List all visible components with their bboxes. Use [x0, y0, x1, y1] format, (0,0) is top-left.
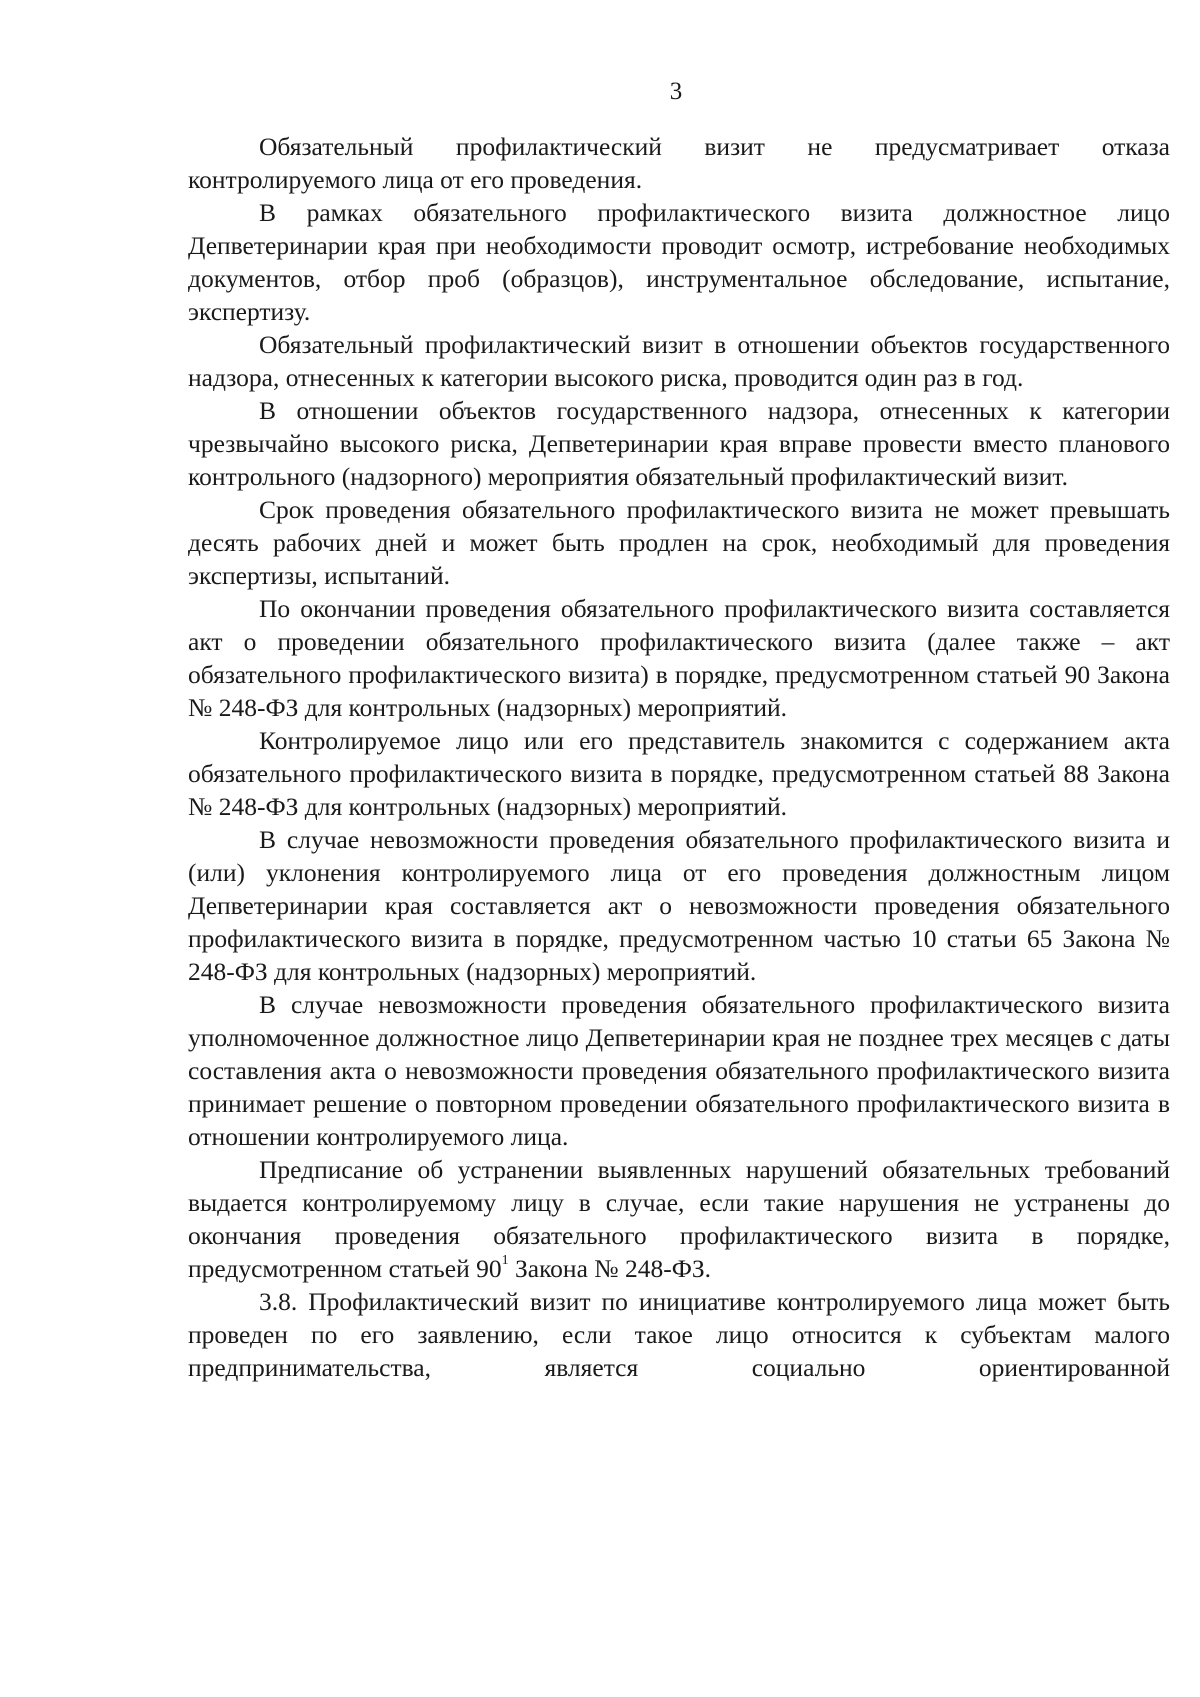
- document-body: [188, 130, 1170, 1384]
- paragraph-with-superscript: [188, 1153, 1170, 1285]
- paragraph: Срок проведения обязательного профилактического визита не может превышать десять рабочих дней и может быть продлен на срок, необходимый для проведения экспертизы, испытаний.: [188, 495, 1170, 590]
- paragraph: В случае невозможности проведения обязательного профилактического визита и (или) уклонения контролируемого лица от его проведения должностным лицом Депветеринарии края составляется акт о невозможности проведения обязательного профилактического визита в порядке, предусмотренном частью 10 статьи 65 Закона № 248-ФЗ для контрольных (надзорных) мероприятий.: [188, 825, 1170, 986]
- paragraph: В отношении объектов государственного надзора, отнесенных к категории чрезвычайно высокого риска, Депветеринарии края вправе провести вместо планового контрольного (надзорного) мероприятия обязательный профилактический визит.: [188, 396, 1170, 491]
- page-number: 3: [669, 78, 683, 105]
- paragraph: В случае невозможности проведения обязательного профилактического визита уполномоченное должностное лицо Депветеринарии края не позднее трех месяцев с даты составления акта о невозможности проведения обязательного профилактического визита принимает решение о повторном проведении обязательного профилактического визита в отношении контролируемого лица.: [188, 990, 1170, 1151]
- paragraph: В рамках обязательного профилактического визита должностное лицо Депветеринарии края при необходимости проводит осмотр, истребование необходимых документов, отбор проб (образцов), инструментальное обследование, испытание, экспертизу.: [188, 198, 1170, 326]
- paragraph: Обязательный профилактический визит не предусматривает отказа контролируемого лица от его проведения.: [188, 132, 1170, 194]
- paragraph: По окончании проведения обязательного профилактического визита составляется акт о проведении обязательного профилактического визита (далее также – акт обязательного профилактического визита) в порядке, предусмотренном статьей 90 Закона № 248-ФЗ для контрольных (надзорных) мероприятий.: [188, 594, 1170, 722]
- paragraph: Контролируемое лицо или его представитель знакомится с содержанием акта обязательного профилактического визита в порядке, предусмотренном статьей 88 Закона № 248-ФЗ для контрольных (надзорных) мероприятий.: [188, 726, 1170, 821]
- paragraph: Обязательный профилактический визит в отношении объектов государственного надзора, отнесенных к категории высокого риска, проводится один раз в год.: [188, 330, 1170, 392]
- paragraph-text: Предписание об устранении выявленных нарушений обязательных требований выдается контролируемому лицу в случае, если такие нарушения не устранены до окончания проведения обязательного профилактического визита в порядке, предусмотренном статьей 90: [188, 1155, 1170, 1283]
- paragraph-section-3-8: 3.8. Профилактический визит по инициативе контролируемого лица может быть проведен по его заявлению, если такое лицо относится к субъектам малого предпринимательства, является социально ориентированной: [188, 1287, 1170, 1382]
- superscript: 1: [501, 1252, 509, 1268]
- paragraph-text: Закона № 248-ФЗ.: [508, 1254, 712, 1283]
